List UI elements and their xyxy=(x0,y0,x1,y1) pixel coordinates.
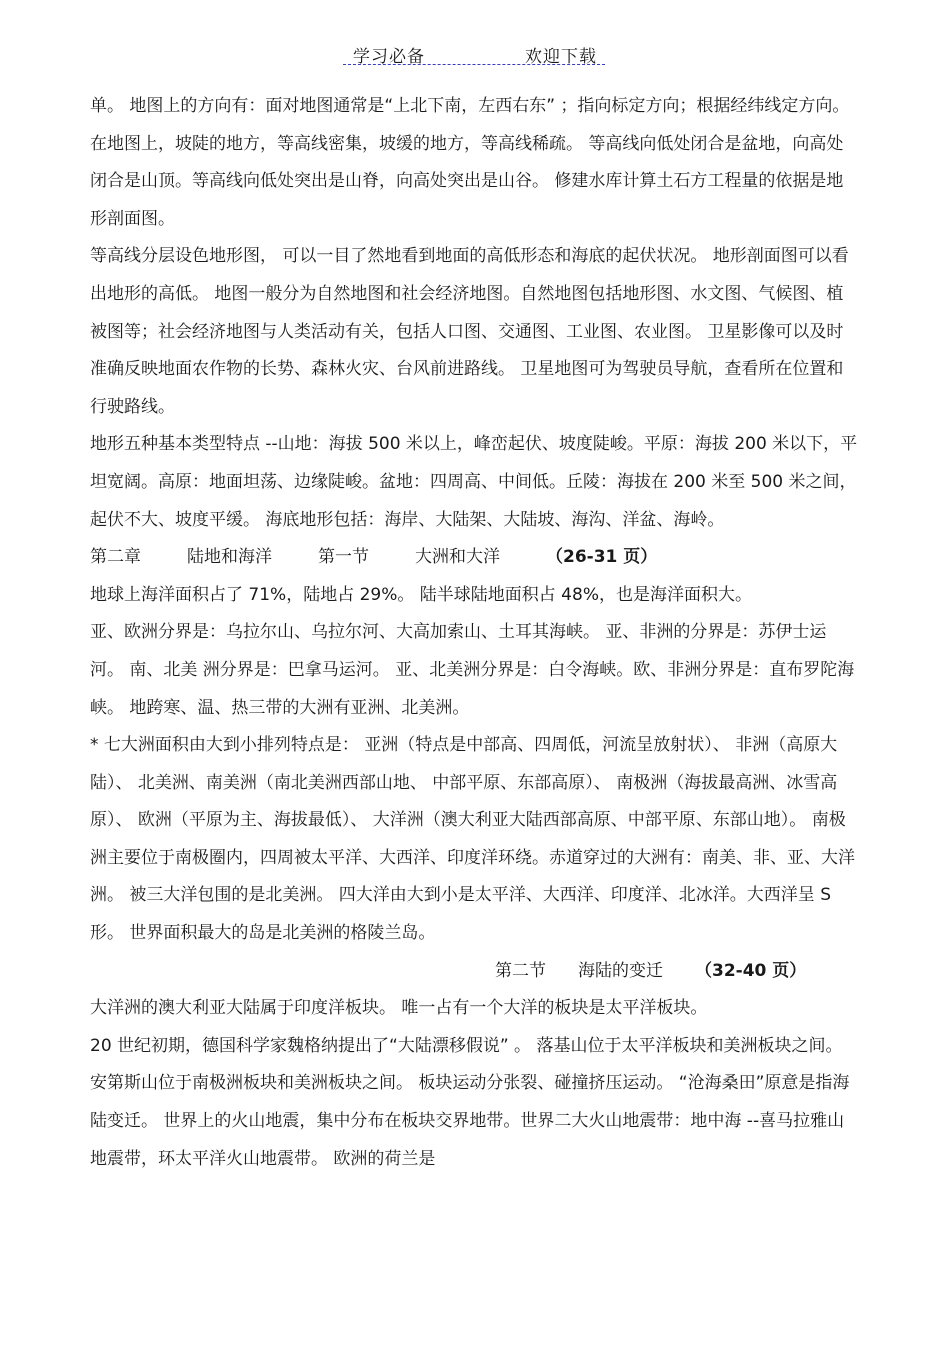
paragraph: * 七大洲面积由大到小排列特点是： 亚洲（特点是中部高、四周低，河流呈放射状）、 非洲（高原大陆）、 北美洲、南美洲（南北美洲西部山地、 中部平原、东部高原）、 南极洲（海拔最高洲、冰雪高原）、 欧洲（平原为主、海拔最低）、 大洋洲（澳大利亚大陆西部高原、中部平原、东部山地）。 南极洲主要位于南极圈内，四周被太平洋、大西洋、印度洋环绕。赤道穿过的大洲有：南美、非、亚、大洋洲。 被三大洋包围的是北美洲。 四大洋由大到小是太平洋、大西洋、印度洋、北冰洋。大西洋呈 S 形。 世界面积最大的岛是北美洲的格陵兰岛。 xyxy=(90,735,855,944)
chapter-label: 第二章 xyxy=(90,547,141,568)
paragraph: 等高线分层设色地形图， 可以一目了然地看到地面的高低形态和海底的起伏状况。 地形剖面图可以看出地形的高低。 地图一般分为自然地图和社会经济地图。自然地图包括地形图、水文图、气候图、植被图等；社会经济地图与人类活动有关，包括人口图、交通图、工业图、农业图。 卫星影像可以及时准确反映地面农作物的长势、森林火灾、台风前进路线。 卫星地图可为驾驶员导航，查看所在位置和行驶路线。 xyxy=(90,246,849,417)
page-range: （32-40 页） xyxy=(695,960,807,981)
paragraph: 地形五种基本类型特点 --山地：海拔 500 米以上，峰峦起伏、坡度陡峻。平原：海拔 200 米以下，平坦宽阔。高原：地面坦荡、边缘陡峻。盆地：四周高、中间低。丘陵：海拔在 200 米至 500 米之间，起伏不大、坡度平缓。 海底地形包括：海岸、大陆架、大陆坡、海沟、洋盆、海岭。 xyxy=(90,434,858,530)
header-left: 学习必备 xyxy=(353,47,425,67)
paragraph: 亚、欧洲分界是：乌拉尔山、乌拉尔河、大高加索山、土耳其海峡。 亚、非洲的分界是：苏伊士运河。 南、北美 洲分界是：巴拿马运河。 亚、北美洲分界是：白令海峡。欧、非洲分界是：直布罗陀海峡。 地跨寒、温、热三带的大洲有亚洲、北美洲。 xyxy=(90,622,855,718)
paragraph: 地球上海洋面积占了 71%，陆地占 29%。 陆半球陆地面积占 48%，也是海洋面积大。 xyxy=(90,584,752,605)
header-right: 欢迎下载 xyxy=(525,47,597,67)
paragraph: 单。 地图上的方向有：面对地图通常是“上北下南，左西右东” ；指向标定方向；根据经纬线定方向。 xyxy=(90,96,850,116)
section-heading xyxy=(90,953,860,991)
chapter-heading xyxy=(90,539,860,577)
document-body xyxy=(90,88,860,1178)
chapter-title: 陆地和海洋 xyxy=(187,547,272,568)
header-divider xyxy=(343,64,605,65)
page-range: （26-31 页） xyxy=(546,547,658,568)
section-label: 第二节 xyxy=(495,960,546,981)
paragraph: 大洋洲的澳大利亚大陆属于印度洋板块。 唯一占有一个大洋的板块是太平洋板块。 xyxy=(90,998,708,1019)
section-title: 海陆的变迁 xyxy=(578,960,663,981)
paragraph: 20 世纪初期，德国科学家魏格纳提出了“大陆漂移假说” 。 落基山位于太平洋板块和美洲板块之间。 安第斯山位于南极洲板块和美洲板块之间。 板块运动分张裂、碰撞挤压运动。 “沧海桑田”原意是指海陆变迁。 世界上的火山地震，集中分布在板块交界地带。世界二大火山地震带：地中海 --喜马拉雅山地震带，环太平洋火山地震带。 欧洲的荷兰是 xyxy=(90,1035,850,1169)
section-label: 第一节 xyxy=(318,547,369,568)
paragraph: 在地图上，坡陡的地方，等高线密集，坡缓的地方，等高线稀疏。 等高线向低处闭合是盆地，向高处闭合是山顶。等高线向低处突出是山脊，向高处突出是山谷。 修建水库计算土石方工程量的依据是地形剖面图。 xyxy=(90,133,844,229)
section-title: 大洲和大洋 xyxy=(415,547,500,568)
